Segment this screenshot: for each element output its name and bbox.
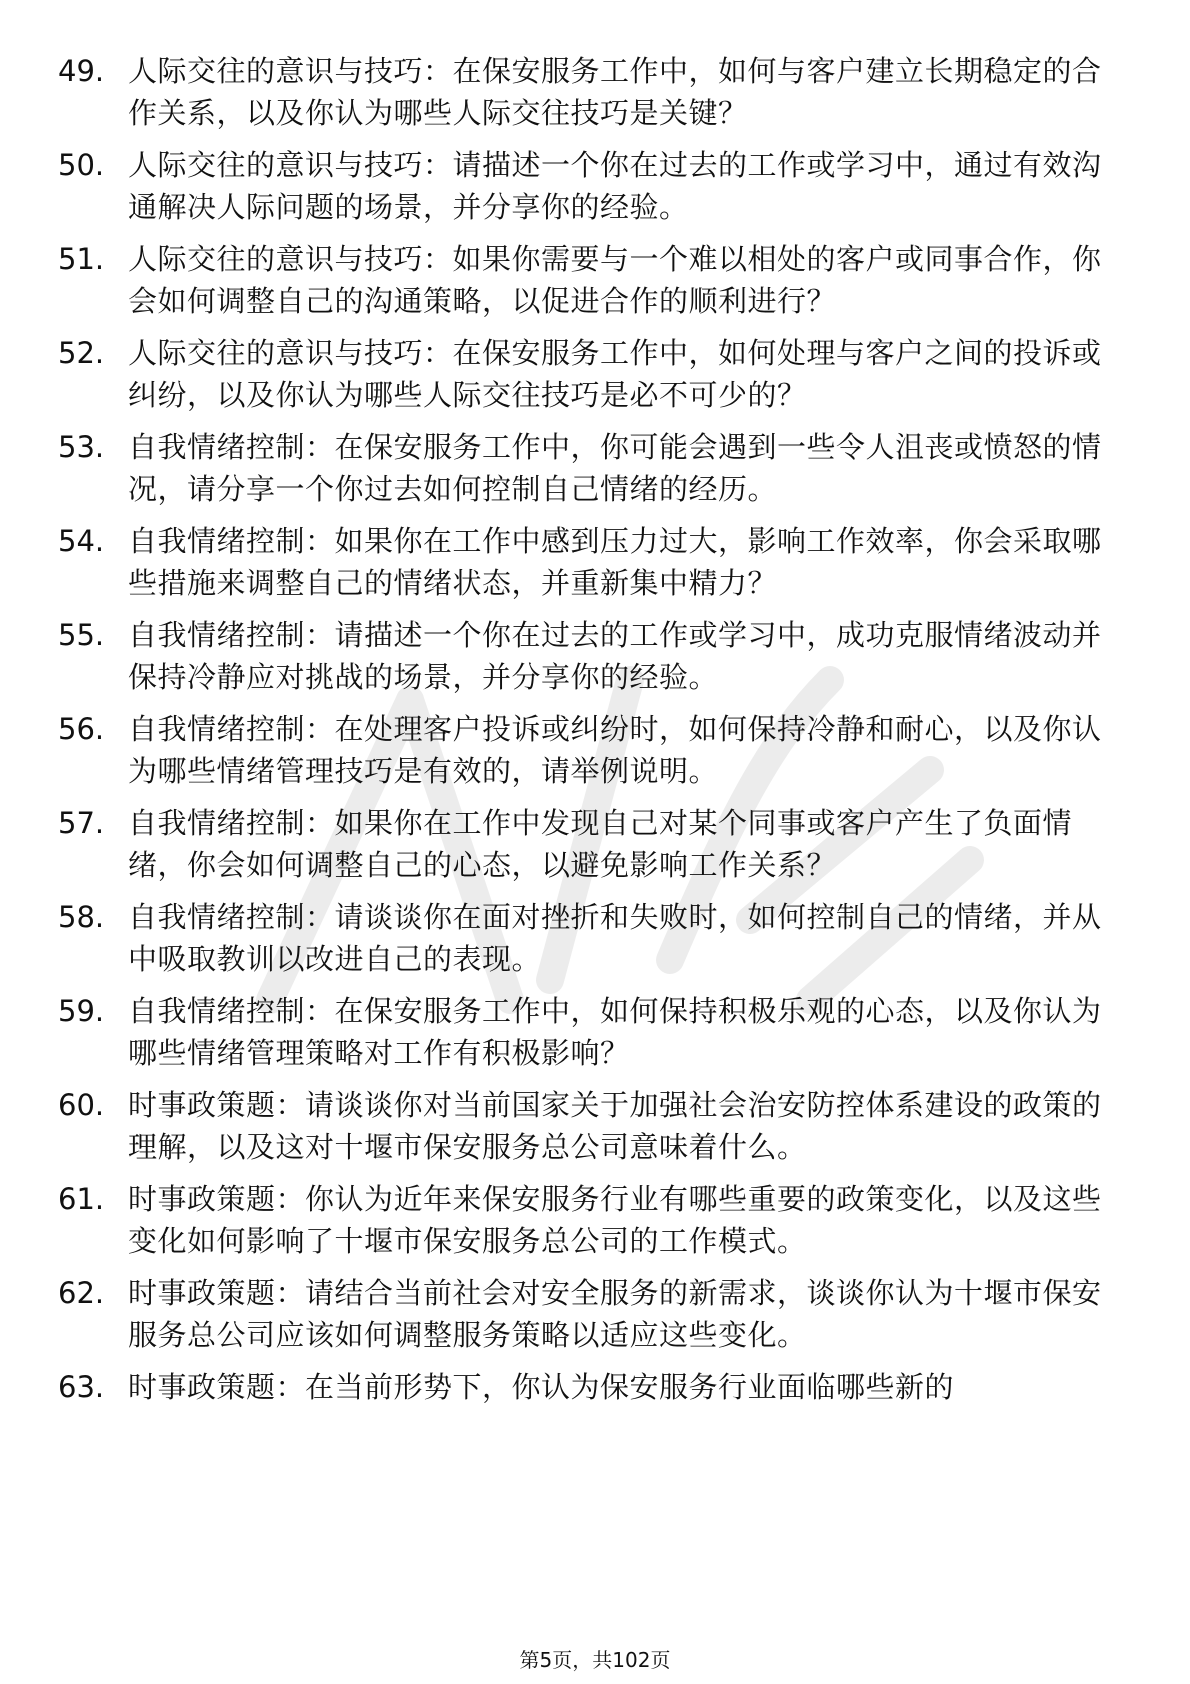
question-number: 50.: [58, 148, 105, 182]
question-text: 自我情绪控制：如果你在工作中发现自己对某个同事或客户产生了负面情绪，你会如何调整自己的心态，以避免影响工作关系？: [128, 806, 1073, 882]
question-text: 时事政策题：在当前形势下，你认为保安服务行业面临哪些新的: [128, 1370, 955, 1404]
question-text: 自我情绪控制：请谈谈你在面对挫折和失败时，如何控制自己的情绪，并从中吸取教训以改进自己的表现。: [128, 900, 1102, 976]
page-footer: [0, 1648, 1190, 1672]
question-item: [58, 144, 1118, 228]
question-text: 人际交往的意识与技巧：在保安服务工作中，如何与客户建立长期稳定的合作关系，以及你认为哪些人际交往技巧是关键？: [128, 54, 1102, 130]
question-text: 自我情绪控制：在处理客户投诉或纠纷时，如何保持冷静和耐心，以及你认为哪些情绪管理技巧是有效的，请举例说明。: [128, 712, 1102, 788]
question-number: 54.: [58, 524, 105, 558]
question-number: 53.: [58, 430, 105, 464]
question-number: 56.: [58, 712, 105, 746]
question-item: [58, 332, 1118, 416]
question-number: 63.: [58, 1370, 105, 1404]
question-item: [58, 1272, 1118, 1356]
question-number: 61.: [58, 1182, 105, 1216]
question-number: 55.: [58, 618, 105, 652]
question-text: 人际交往的意识与技巧：请描述一个你在过去的工作或学习中，通过有效沟通解决人际问题的场景，并分享你的经验。: [128, 148, 1102, 224]
question-number: 58.: [58, 900, 105, 934]
question-text: 时事政策题：请结合当前社会对安全服务的新需求，谈谈你认为十堰市保安服务总公司应该如何调整服务策略以适应这些变化。: [128, 1276, 1102, 1352]
question-number: 51.: [58, 242, 105, 276]
question-item: [58, 990, 1118, 1074]
question-text: 时事政策题：请谈谈你对当前国家关于加强社会治安防控体系建设的政策的理解，以及这对十堰市保安服务总公司意味着什么。: [128, 1088, 1102, 1164]
question-item: [58, 50, 1118, 134]
question-item: [58, 614, 1118, 698]
question-text: 人际交往的意识与技巧：在保安服务工作中，如何处理与客户之间的投诉或纠纷，以及你认为哪些人际交往技巧是必不可少的？: [128, 336, 1102, 412]
question-text: 自我情绪控制：请描述一个你在过去的工作或学习中，成功克服情绪波动并保持冷静应对挑战的场景，并分享你的经验。: [128, 618, 1102, 694]
page-number-label: 第5页，共102页: [519, 1648, 671, 1672]
question-text: 自我情绪控制：在保安服务工作中，你可能会遇到一些令人沮丧或愤怒的情况，请分享一个你过去如何控制自己情绪的经历。: [128, 430, 1102, 506]
question-item: [58, 1178, 1118, 1262]
question-number: 52.: [58, 336, 105, 370]
question-number: 60.: [58, 1088, 105, 1122]
question-list: [58, 50, 1118, 1418]
question-item: [58, 708, 1118, 792]
question-item: [58, 896, 1118, 980]
question-item: [58, 238, 1118, 322]
question-number: 62.: [58, 1276, 105, 1310]
question-item: [58, 1084, 1118, 1168]
question-text: 人际交往的意识与技巧：如果你需要与一个难以相处的客户或同事合作，你会如何调整自己的沟通策略，以促进合作的顺利进行？: [128, 242, 1102, 318]
question-number: 49.: [58, 54, 105, 88]
question-item: [58, 802, 1118, 886]
question-text: 时事政策题：你认为近年来保安服务行业有哪些重要的政策变化，以及这些变化如何影响了十堰市保安服务总公司的工作模式。: [128, 1182, 1102, 1258]
question-item: [58, 1366, 1118, 1408]
question-text: 自我情绪控制：在保安服务工作中，如何保持积极乐观的心态，以及你认为哪些情绪管理策略对工作有积极影响？: [128, 994, 1102, 1070]
question-number: 57.: [58, 806, 105, 840]
question-item: [58, 520, 1118, 604]
question-number: 59.: [58, 994, 105, 1028]
question-item: [58, 426, 1118, 510]
question-text: 自我情绪控制：如果你在工作中感到压力过大，影响工作效率，你会采取哪些措施来调整自己的情绪状态，并重新集中精力？: [128, 524, 1102, 600]
